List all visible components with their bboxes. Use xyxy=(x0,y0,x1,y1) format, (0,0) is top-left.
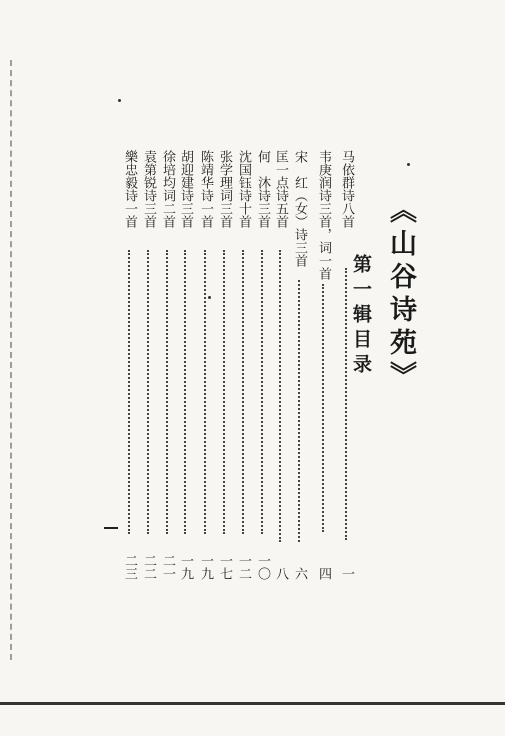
toc-entry[interactable] xyxy=(253,150,271,580)
toc-entry[interactable] xyxy=(337,150,355,580)
toc-entry-title: 沈国钰诗十首 xyxy=(236,150,251,228)
dot-leader xyxy=(261,250,263,534)
dot-leader xyxy=(322,284,324,532)
toc-entry-title: 宋 红（女）诗三首 xyxy=(292,150,307,267)
scan-speck xyxy=(407,163,410,166)
toc-entry[interactable] xyxy=(290,150,308,580)
toc-entry-title: 徐培均词二首 xyxy=(160,150,175,228)
toc-entry-page: 一七 xyxy=(217,554,232,580)
toc-entry-title: 韦庚润诗三首，词一首 xyxy=(316,150,331,280)
toc-entry[interactable] xyxy=(215,150,233,580)
dot-leader xyxy=(223,250,225,534)
dot-leader xyxy=(147,250,149,534)
margin-dash-mark xyxy=(104,527,118,529)
scan-speck xyxy=(118,99,121,102)
dot-leader xyxy=(242,250,244,534)
toc-entry[interactable] xyxy=(120,150,138,580)
toc-entry-title: 何 沐诗三首 xyxy=(255,150,270,228)
dot-leader xyxy=(298,280,300,542)
dot-leader xyxy=(279,250,281,542)
toc-entry-title: 陈靖华诗一首 xyxy=(198,150,213,228)
dot-leader xyxy=(345,268,347,540)
toc-heading: 第一辑目录 xyxy=(350,254,372,379)
toc-entry-page: 一九 xyxy=(178,554,193,580)
toc-entry-title: 张学理词三首 xyxy=(217,150,232,228)
dot-leader xyxy=(166,250,168,534)
dot-leader xyxy=(204,250,206,534)
toc-entry[interactable] xyxy=(158,150,176,580)
toc-entry[interactable] xyxy=(176,150,194,580)
toc-entry-title: 马依群诗八首 xyxy=(339,150,354,228)
toc-entry-page: 六 xyxy=(292,567,307,580)
book-title: 《山谷诗苑》 xyxy=(385,196,416,394)
toc-entry-title: 樂忠毅诗一首 xyxy=(122,150,137,228)
toc-entry[interactable] xyxy=(139,150,157,580)
toc-entry[interactable] xyxy=(271,150,289,580)
toc-entry[interactable] xyxy=(196,150,214,580)
toc-entry-page: 二二 xyxy=(141,554,156,580)
dot-leader xyxy=(128,250,130,534)
toc-entry-title: 袁第锐诗三首 xyxy=(141,150,156,228)
toc-entry-page: 一〇 xyxy=(255,554,270,580)
toc-entry-page: 四 xyxy=(316,567,331,580)
toc-entry[interactable] xyxy=(314,150,332,580)
scan-speck xyxy=(208,296,211,299)
dot-leader xyxy=(184,250,186,534)
toc-entry-page: 一九 xyxy=(198,554,213,580)
toc-entry-page: 一二 xyxy=(236,554,251,580)
toc-entry-title: 胡迎建诗三首 xyxy=(178,150,193,228)
toc-entry-page: 二三 xyxy=(122,554,137,580)
bottom-rule xyxy=(0,702,505,705)
toc-entry-title: 匡一点诗五首 xyxy=(273,150,288,228)
toc-entry-page: 一 xyxy=(339,567,354,580)
toc-entry-page: 二一 xyxy=(160,554,175,580)
table-of-contents xyxy=(0,150,505,580)
toc-entry[interactable] xyxy=(234,150,252,580)
toc-entry-page: 八 xyxy=(273,567,288,580)
